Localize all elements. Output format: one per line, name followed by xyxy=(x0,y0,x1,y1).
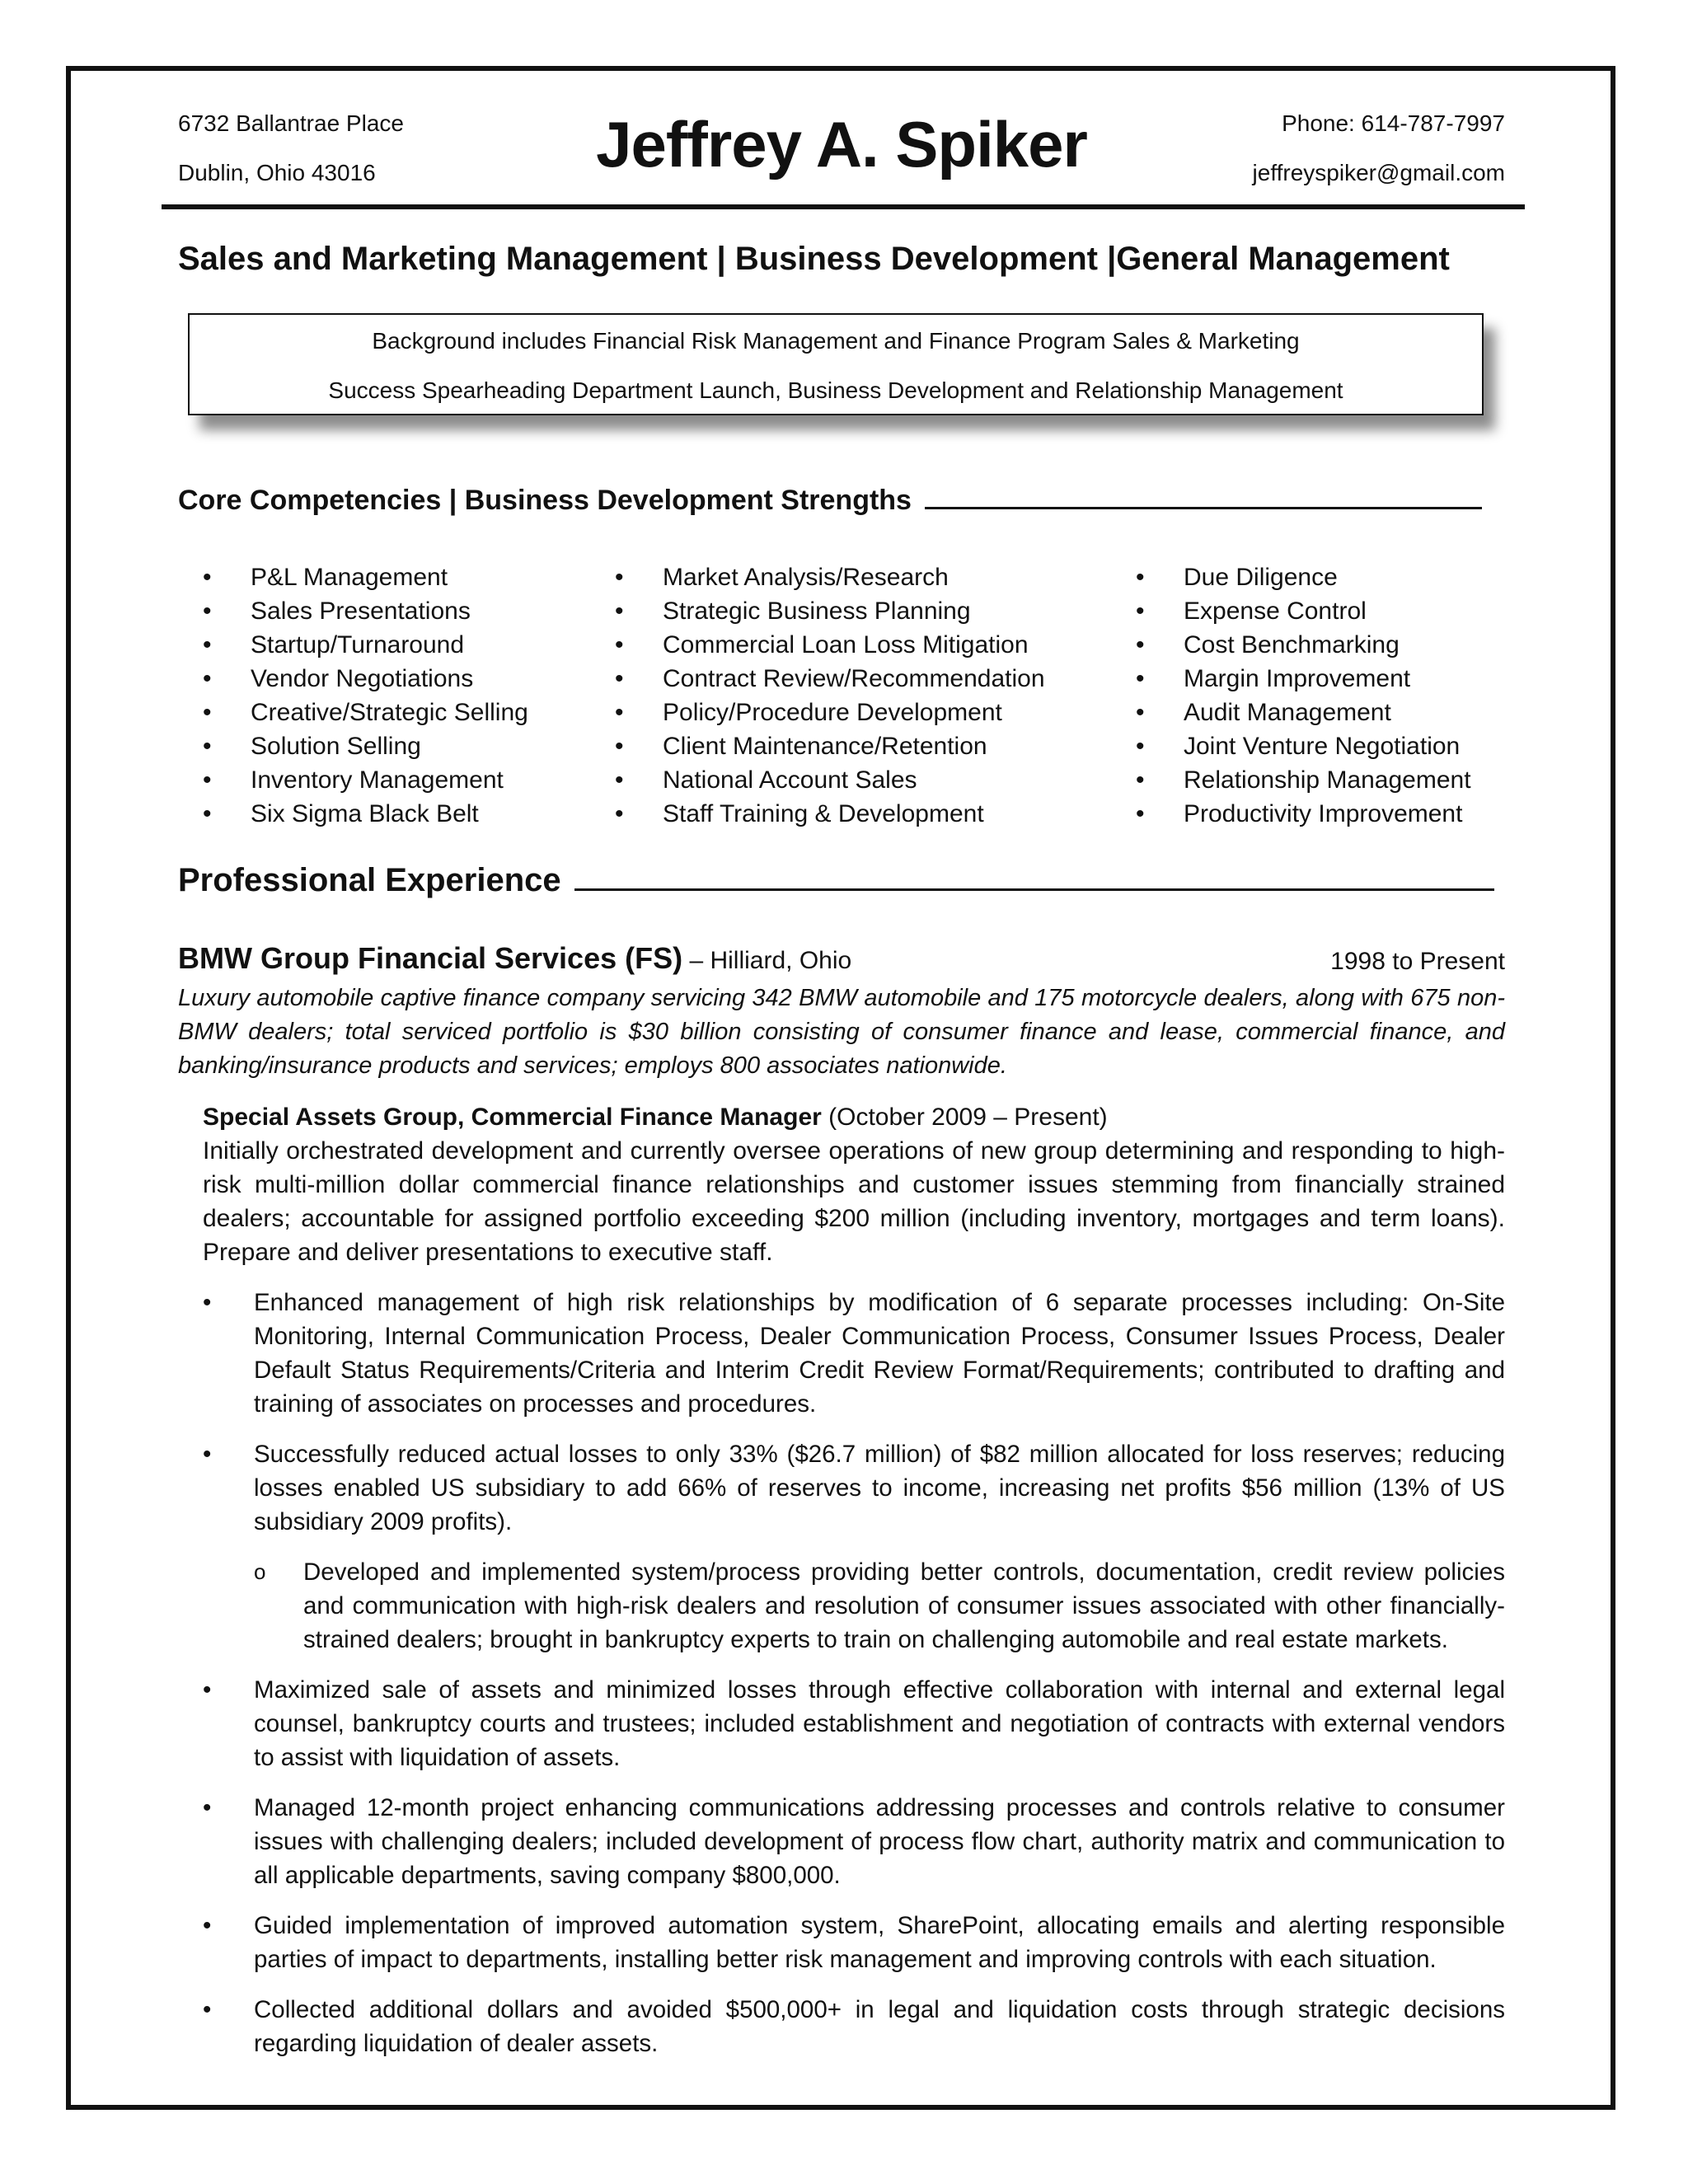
competency-item: • Creative/Strategic Selling xyxy=(203,696,528,729)
competencies-heading xyxy=(178,485,1482,517)
competencies-col-1 xyxy=(203,560,528,831)
achievement-list xyxy=(203,1286,1505,2077)
bullet-text: Enhanced management of high risk relationships by modification of 6 separate processes including: On-Site Monitoring, Internal Communication Process, Dealer Communication Process, Consumer Issues Process, Dealer Default Status Requirements/Criteria and Interim Credit Review Format/Requirements; contributed to drafting and training of associates on processes and procedures. xyxy=(254,1289,1505,1418)
competencies-col-3 xyxy=(1136,560,1471,831)
competency-item: • Strategic Business Planning xyxy=(615,594,1045,628)
competency-item: • Solution Selling xyxy=(203,729,528,763)
bullet-text: Collected additional dollars and avoided $500,000+ in legal and liquidation costs through strategic decisions regarding liquidation of dealer assets. xyxy=(254,1996,1505,2057)
competency-item: • Cost Benchmarking xyxy=(1136,628,1471,662)
sub-list-item: o Developed and implemented system/process providing better controls, documentation, credit review policies and communication with high-risk dealers and resolution of consumer issues associated with other financially-strained dealers; brought in bankruptcy experts to train on challenging automobile and real estate markets. xyxy=(254,1558,1505,1653)
company-dates: 1998 to Present xyxy=(1330,948,1505,975)
bullet-text: Developed and implemented system/process providing better controls, documentation, credit review policies and communication with high-risk dealers and resolution of consumer issues associated with other financially-strained dealers; brought in bankruptcy experts to train on challenging automobile and real estate markets. xyxy=(303,1558,1505,1653)
competency-item: • Policy/Procedure Development xyxy=(615,696,1045,729)
list-item: • Successfully reduced actual losses to only 33% ($26.7 million) of $82 million allocated for loss reserves; reducing losses enabled US subsidiary to add 66% of reserves to income, increasing net profits $56 million (13% of US subsidiary 2009 profits). xyxy=(203,1441,1505,1535)
bullet-text: Managed 12-month project enhancing communications addressing processes and controls relative to consumer issues with challenging dealers; included development of process flow chart, authority matrix and communication to all applicable departments, saving company $800,000. xyxy=(254,1794,1505,1889)
competency-item: • Productivity Improvement xyxy=(1136,797,1471,831)
competency-item: • Sales Presentations xyxy=(203,594,528,628)
header-rule xyxy=(162,204,1525,209)
role-description: Initially orchestrated development and currently oversee operations of new group determining and responding to high-risk multi-million dollar commercial finance relationships and customer issues stemming from financially strained dealers; accountable for assigned portfolio exceeding $200 million (including inventory, mortgages and term loans). Prepare and deliver presentations to executive staff. xyxy=(203,1137,1505,1266)
background-line-2: Success Spearheading Department Launch, Business Development and Relationship Management xyxy=(328,377,1343,403)
list-item: • Enhanced management of high risk relationships by modification of 6 separate processes including: On-Site Monitoring, Internal Communication Process, Dealer Communication Process, Consumer Issues Process, Dealer Default Status Requirements/Criteria and Interim Credit Review Format/Requirements; contributed to drafting and training of associates on processes and procedures. xyxy=(203,1289,1505,1418)
company-description: Luxury automobile captive finance company servicing 342 BMW automobile and 175 motorcycle dealers, along with 675 non-BMW dealers; total serviced portfolio is $30 billion consisting of consumer finance and lease, commercial finance, and banking/insurance products and services; employs 800 associates nationwide. xyxy=(178,985,1505,1079)
contact-info xyxy=(1253,99,1505,198)
competency-item: • National Account Sales xyxy=(615,763,1045,797)
email: jeffreyspiker@gmail.com xyxy=(1252,160,1505,185)
competency-item: • Vendor Negotiations xyxy=(203,662,528,696)
competency-item: • Margin Improvement xyxy=(1136,662,1471,696)
bullet-text: Guided implementation of improved automation system, SharePoint, allocating emails and alerting responsible parties of impact to departments, installing better risk management and improving controls with each situation. xyxy=(254,1912,1505,1973)
competencies-col-2 xyxy=(615,560,1045,831)
company-name: BMW Group Financial Services (FS) xyxy=(178,941,683,975)
competency-item: • P&L Management xyxy=(203,560,528,594)
competency-item: • Expense Control xyxy=(1136,594,1471,628)
competency-item: • Commercial Loan Loss Mitigation xyxy=(615,628,1045,662)
address-line-1: 6732 Ballantrae Place xyxy=(178,110,404,136)
competency-item: • Due Diligence xyxy=(1136,560,1471,594)
bullet-text: Successfully reduced actual losses to only 33% ($26.7 million) of $82 million allocated for loss reserves; reducing losses enabled US subsidiary to add 66% of reserves to income, increasing net profits $56 million (13% of US subsidiary 2009 profits). xyxy=(254,1441,1505,1535)
competency-item: • Contract Review/Recommendation xyxy=(615,662,1045,696)
experience-heading xyxy=(178,862,1494,899)
competency-item: • Inventory Management xyxy=(203,763,528,797)
experience-title: Professional Experience xyxy=(178,862,561,898)
list-item: • Collected additional dollars and avoided $500,000+ in legal and liquidation costs through strategic decisions regarding liquidation of dealer assets. xyxy=(203,1996,1505,2057)
list-item: • Managed 12-month project enhancing communications addressing processes and controls relative to consumer issues with challenging dealers; included development of process flow chart, authority matrix and communication to all applicable departments, saving company $800,000. xyxy=(203,1794,1505,1889)
competency-item: • Market Analysis/Research xyxy=(615,560,1045,594)
background-line-1: Background includes Financial Risk Management and Finance Program Sales & Marketing xyxy=(372,328,1300,354)
competency-item: • Audit Management xyxy=(1136,696,1471,729)
role-dates: (October 2009 – Present) xyxy=(821,1104,1108,1131)
list-item: • Maximized sale of assets and minimized losses through effective collaboration with internal and external legal counsel, bankruptcy courts and trustees; included establishment and negotiation of contracts with external vendors to assist with liquidation of assets. xyxy=(203,1676,1505,1771)
address-line-2: Dublin, Ohio 43016 xyxy=(178,160,376,185)
phone: Phone: 614-787-7997 xyxy=(1282,110,1505,136)
list-item: • Guided implementation of improved automation system, SharePoint, allocating emails and alerting responsible parties of impact to departments, installing better risk management and improving controls with each situation. xyxy=(203,1912,1505,1973)
headline: Sales and Marketing Management | Business Development |General Management xyxy=(178,241,1450,277)
competencies-title: Core Competencies | Business Development Strengths xyxy=(178,485,912,516)
candidate-name: Jeffrey A. Spiker xyxy=(596,108,1087,180)
competency-item: • Staff Training & Development xyxy=(615,797,1045,831)
role-block xyxy=(203,1100,1505,1269)
section-rule xyxy=(925,507,1482,509)
role-title: Special Assets Group, Commercial Finance Manager xyxy=(203,1104,822,1131)
resume-header xyxy=(178,91,1505,214)
competency-item: • Six Sigma Black Belt xyxy=(203,797,528,831)
competency-item: • Joint Venture Negotiation xyxy=(1136,729,1471,763)
competency-item: • Client Maintenance/Retention xyxy=(615,729,1045,763)
section-rule xyxy=(574,888,1494,891)
competency-item: • Relationship Management xyxy=(1136,763,1471,797)
bullet-text: Maximized sale of assets and minimized losses through effective collaboration with internal and external legal counsel, bankruptcy courts and trustees; included establishment and negotiation of contracts with external vendors to assist with liquidation of assets. xyxy=(254,1676,1505,1771)
background-box xyxy=(188,313,1484,415)
company-location: – Hilliard, Ohio xyxy=(682,947,852,974)
competency-item: • Startup/Turnaround xyxy=(203,628,528,662)
company-line xyxy=(178,941,1505,976)
